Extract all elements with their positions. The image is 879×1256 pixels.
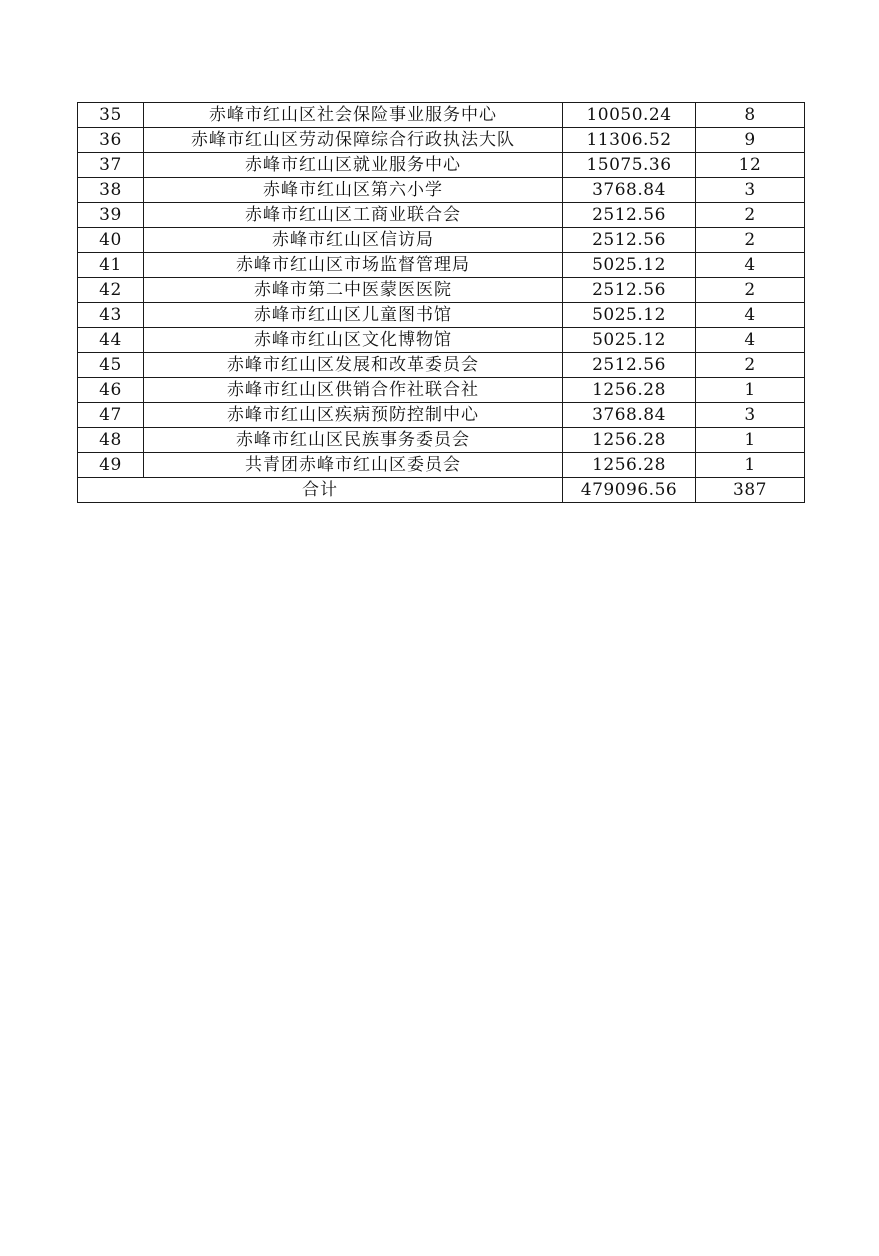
unit-name-cell: 赤峰市红山区市场监督管理局 xyxy=(144,253,563,278)
amount-cell: 10050.24 xyxy=(563,103,696,128)
count-cell: 9 xyxy=(696,128,805,153)
count-cell: 12 xyxy=(696,153,805,178)
row-number-cell: 35 xyxy=(78,103,144,128)
table-row xyxy=(78,103,805,128)
table-row xyxy=(78,178,805,203)
count-cell: 2 xyxy=(696,228,805,253)
unit-name-cell: 赤峰市第二中医蒙医医院 xyxy=(144,278,563,303)
total-row xyxy=(78,478,805,503)
table-row xyxy=(78,403,805,428)
unit-name-cell: 共青团赤峰市红山区委员会 xyxy=(144,453,563,478)
count-cell: 2 xyxy=(696,278,805,303)
amount-cell: 2512.56 xyxy=(563,353,696,378)
table-row xyxy=(78,328,805,353)
unit-name-cell: 赤峰市红山区就业服务中心 xyxy=(144,153,563,178)
amount-cell: 1256.28 xyxy=(563,378,696,403)
row-number-cell: 43 xyxy=(78,303,144,328)
count-cell: 4 xyxy=(696,253,805,278)
total-count-cell: 387 xyxy=(696,478,805,503)
unit-name-cell: 赤峰市红山区信访局 xyxy=(144,228,563,253)
count-cell: 3 xyxy=(696,178,805,203)
row-number-cell: 38 xyxy=(78,178,144,203)
row-number-cell: 37 xyxy=(78,153,144,178)
amount-cell: 5025.12 xyxy=(563,328,696,353)
table-row xyxy=(78,128,805,153)
unit-name-cell: 赤峰市红山区疾病预防控制中心 xyxy=(144,403,563,428)
count-cell: 2 xyxy=(696,203,805,228)
table-row xyxy=(78,278,805,303)
amount-cell: 11306.52 xyxy=(563,128,696,153)
amount-cell: 1256.28 xyxy=(563,428,696,453)
table-row xyxy=(78,378,805,403)
allocation-table xyxy=(77,102,805,503)
unit-name-cell: 赤峰市红山区发展和改革委员会 xyxy=(144,353,563,378)
table-row xyxy=(78,253,805,278)
total-label-cell: 合计 xyxy=(78,478,563,503)
amount-cell: 1256.28 xyxy=(563,453,696,478)
table-row xyxy=(78,153,805,178)
amount-cell: 2512.56 xyxy=(563,278,696,303)
unit-name-cell: 赤峰市红山区儿童图书馆 xyxy=(144,303,563,328)
unit-name-cell: 赤峰市红山区民族事务委员会 xyxy=(144,428,563,453)
row-number-cell: 46 xyxy=(78,378,144,403)
amount-cell: 15075.36 xyxy=(563,153,696,178)
table-row xyxy=(78,353,805,378)
row-number-cell: 49 xyxy=(78,453,144,478)
unit-name-cell: 赤峰市红山区供销合作社联合社 xyxy=(144,378,563,403)
amount-cell: 2512.56 xyxy=(563,228,696,253)
count-cell: 2 xyxy=(696,353,805,378)
unit-name-cell: 赤峰市红山区工商业联合会 xyxy=(144,203,563,228)
row-number-cell: 44 xyxy=(78,328,144,353)
table-row xyxy=(78,303,805,328)
amount-cell: 5025.12 xyxy=(563,253,696,278)
row-number-cell: 41 xyxy=(78,253,144,278)
row-number-cell: 47 xyxy=(78,403,144,428)
count-cell: 4 xyxy=(696,328,805,353)
total-amount-cell: 479096.56 xyxy=(563,478,696,503)
unit-name-cell: 赤峰市红山区社会保险事业服务中心 xyxy=(144,103,563,128)
amount-cell: 5025.12 xyxy=(563,303,696,328)
count-cell: 1 xyxy=(696,378,805,403)
count-cell: 8 xyxy=(696,103,805,128)
table-row xyxy=(78,203,805,228)
amount-cell: 3768.84 xyxy=(563,178,696,203)
table-row xyxy=(78,453,805,478)
unit-name-cell: 赤峰市红山区第六小学 xyxy=(144,178,563,203)
unit-name-cell: 赤峰市红山区劳动保障综合行政执法大队 xyxy=(144,128,563,153)
table-row xyxy=(78,428,805,453)
count-cell: 1 xyxy=(696,428,805,453)
count-cell: 3 xyxy=(696,403,805,428)
row-number-cell: 39 xyxy=(78,203,144,228)
row-number-cell: 42 xyxy=(78,278,144,303)
amount-cell: 2512.56 xyxy=(563,203,696,228)
row-number-cell: 40 xyxy=(78,228,144,253)
row-number-cell: 36 xyxy=(78,128,144,153)
row-number-cell: 45 xyxy=(78,353,144,378)
unit-name-cell: 赤峰市红山区文化博物馆 xyxy=(144,328,563,353)
table-row xyxy=(78,228,805,253)
row-number-cell: 48 xyxy=(78,428,144,453)
count-cell: 1 xyxy=(696,453,805,478)
count-cell: 4 xyxy=(696,303,805,328)
amount-cell: 3768.84 xyxy=(563,403,696,428)
